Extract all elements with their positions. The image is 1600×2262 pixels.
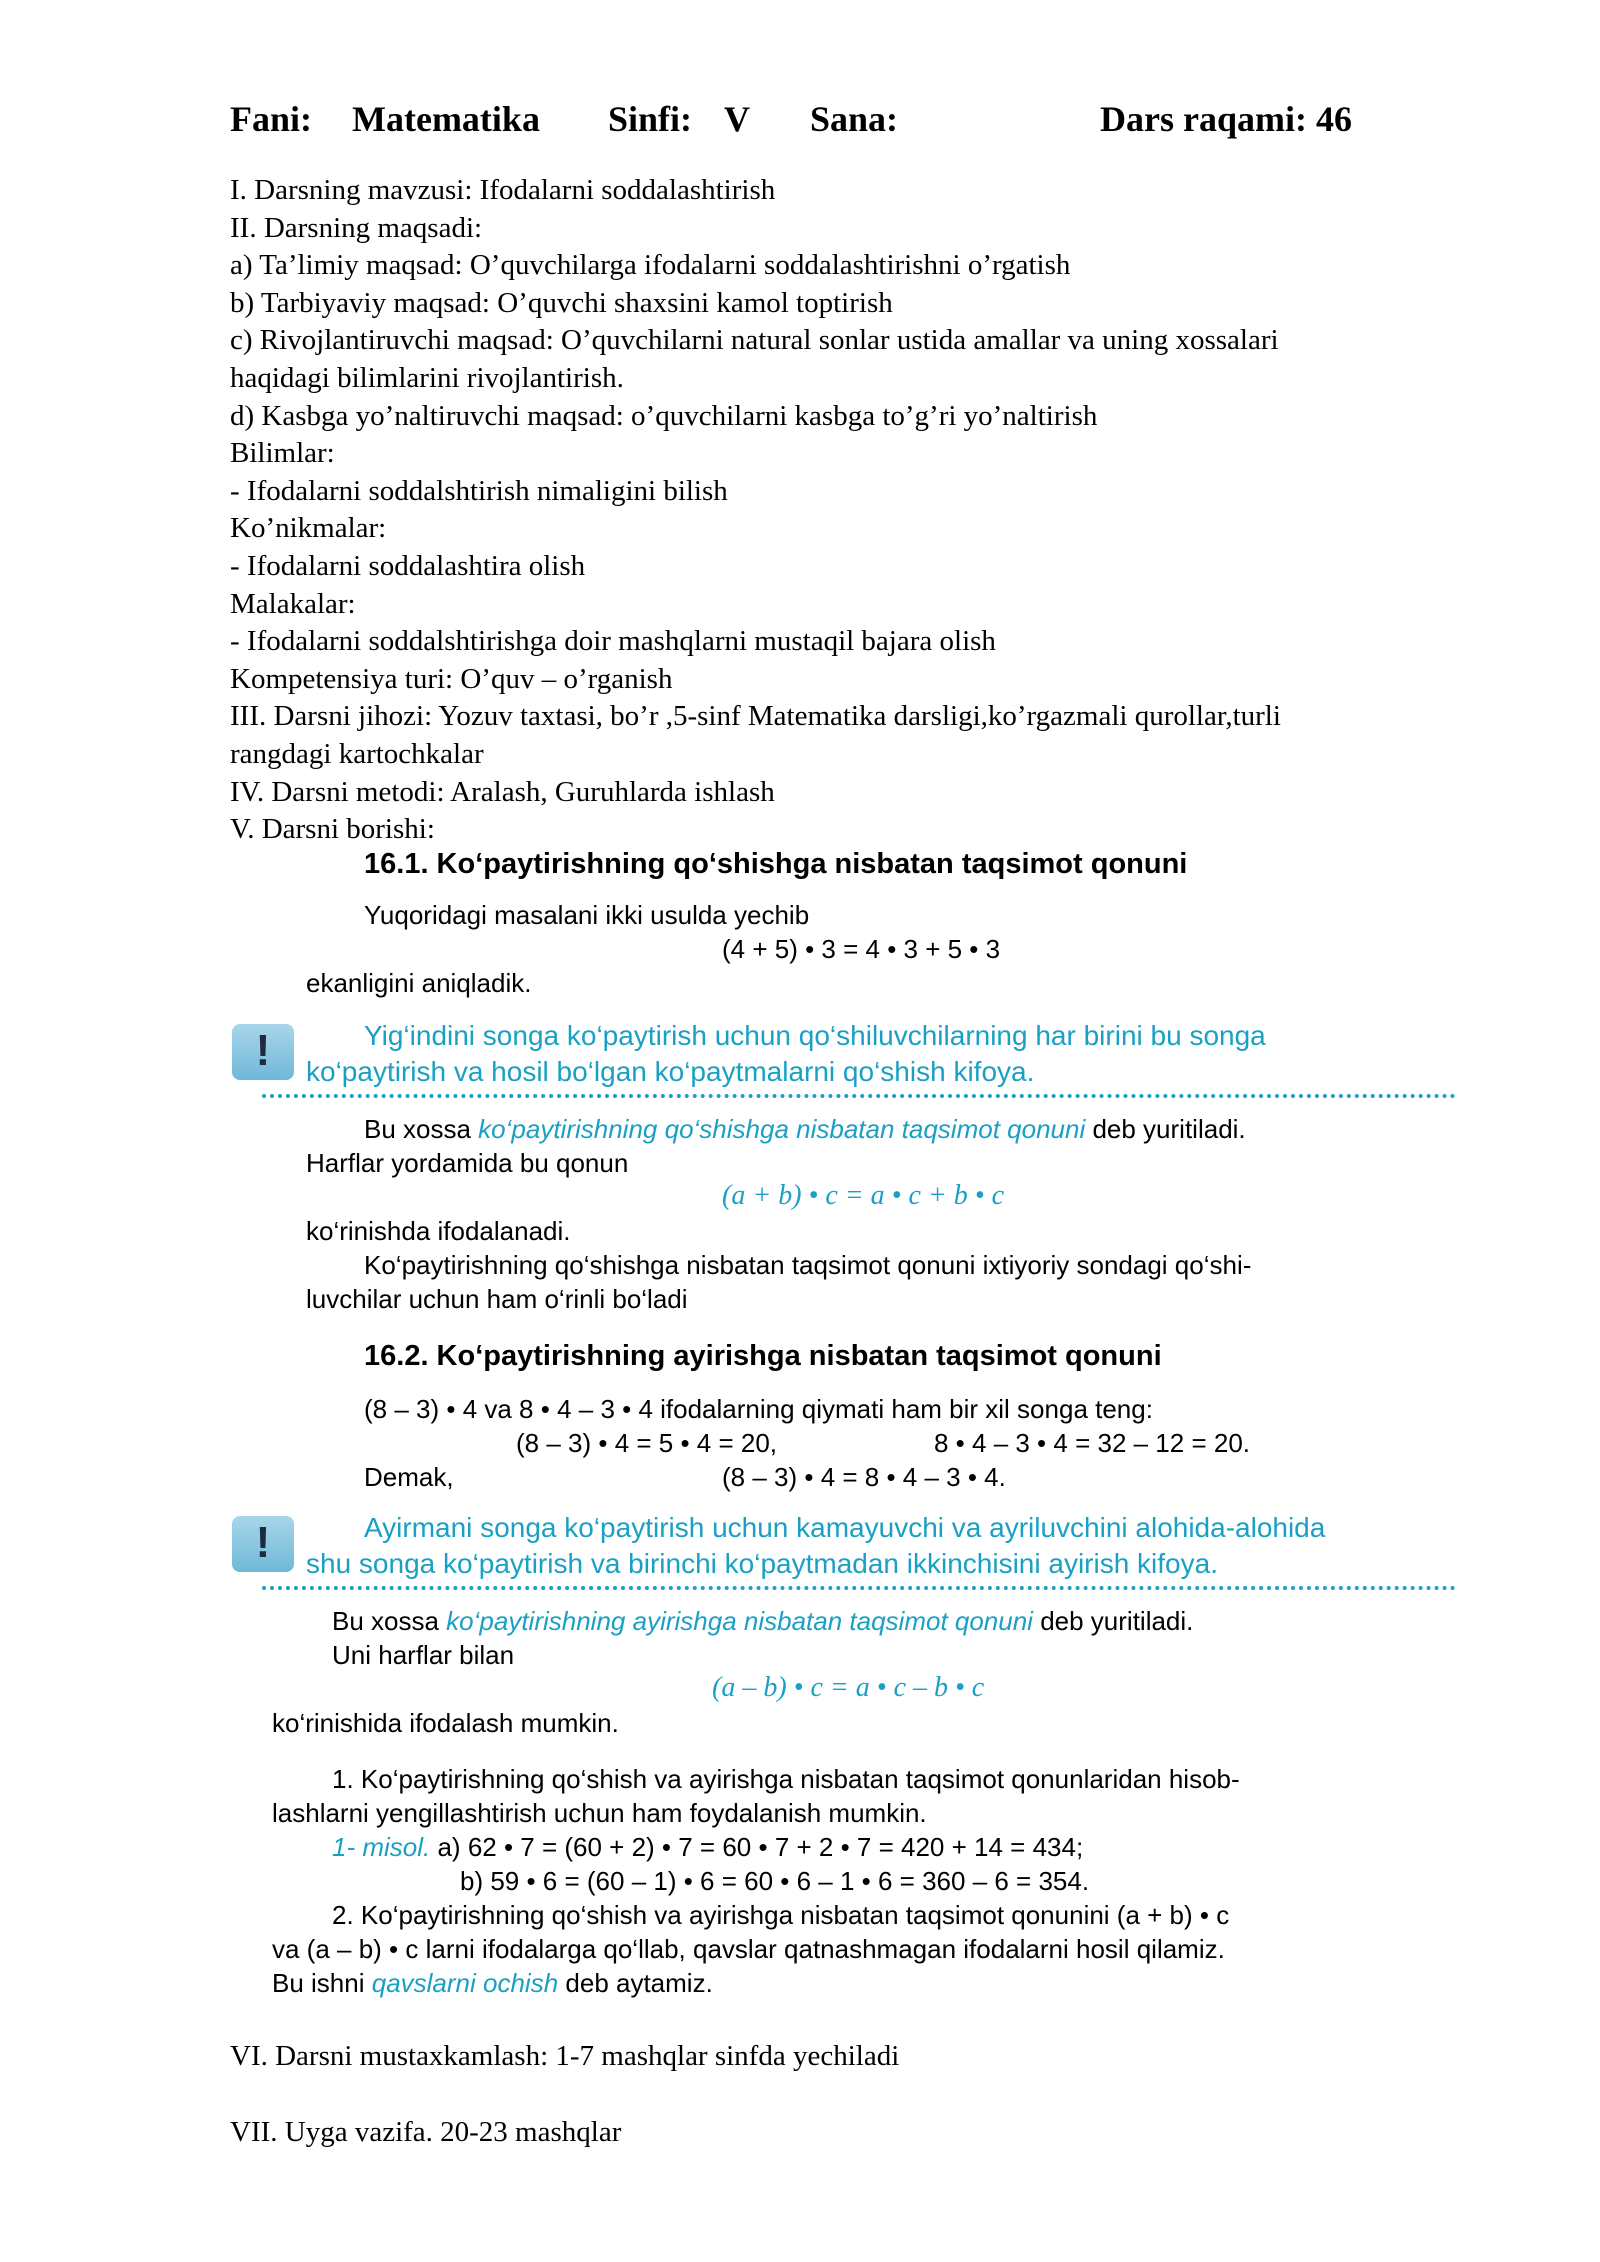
s2-rule-line1: Ayirmani songa ko‘paytirish uchun kamayuvchi va ayriluvchini alohida-alohida [364, 1512, 1326, 1543]
note2-text-end: deb aytamiz. [558, 1968, 713, 1998]
section-16-1-title: 16.1. Ko‘paytirishning qo‘shishga nisbatan taqsimot qonuni [364, 848, 1188, 880]
s1-property-text-end: deb yuritiladi. [1085, 1114, 1246, 1144]
plan-line: a) Ta’limiy maqsad: O’quvchilarga ifodalarni soddalashtirishni o’rgatish [230, 249, 1071, 282]
example-line-b: b) 59 • 6 = (60 – 1) • 6 = 60 • 6 – 1 • 6 = 360 – 6 = 354. [460, 1866, 1090, 1896]
plan-line: Malakalar: [230, 587, 356, 620]
plan-line: III. Darsni jihozi: Yozuv taxtasi, bo’r ,5-sinf Matematika darsligi,ko’rgazmali qurollar,turli [230, 700, 1281, 733]
lesson-number: Dars raqami: 46 [1100, 99, 1352, 139]
s1-equation: (4 + 5) • 3 = 4 • 3 + 5 • 3 [722, 934, 1001, 964]
plan-line: IV. Darsni metodi: Aralash, Guruhlarda ishlash [230, 775, 775, 808]
note2-line1: 2. Ko‘paytirishning qo‘shish va ayirishga nisbatan taqsimot qonunini (a + b) • c [332, 1900, 1230, 1930]
plan-line: - Ifodalarni soddalshtirishga doir mashqlarni mustaqil bajara olish [230, 625, 996, 658]
exclamation-badge-icon: ! [232, 1024, 294, 1080]
s2-property-line [332, 1604, 1193, 1638]
s2-property-term: ko‘paytirishning ayirishga nisbatan taqsimot qonuni [446, 1606, 1033, 1636]
s2-form-line: ko‘rinishida ifodalash mumkin. [272, 1708, 619, 1738]
s1-rule-line1: Yig‘indini songa ko‘paytirish uchun qo‘shiluvchilarning har birini bu songa [364, 1020, 1266, 1051]
example-line-a [332, 1830, 1083, 1864]
s1-form-line: ko‘rinishda ifodalanadi. [306, 1216, 571, 1246]
section-16-2-title: 16.2. Ko‘paytirishning ayirishga nisbatan taqsimot qonuni [364, 1340, 1162, 1372]
lesson-plan [230, 172, 1490, 849]
rule-divider [262, 1094, 1456, 1098]
plan-line: b) Tarbiyaviy maqsad: O’quvchi shaxsini kamol toptirish [230, 286, 893, 319]
s1-general-line2: luvchilar uchun ham o‘rinli bo‘ladi [306, 1284, 688, 1314]
s2-line1: (8 – 3) • 4 va 8 • 4 – 3 • 4 ifodalarning qiymati ham bir xil songa teng: [364, 1394, 1153, 1424]
note1-line2: lashlarni yengillashtirish uchun ham foydalanish mumkin. [272, 1798, 927, 1828]
example-a: a) 62 • 7 = (60 + 2) • 7 = 60 • 7 + 2 • 7 = 420 + 14 = 434; [430, 1832, 1084, 1862]
plan-line: V. Darsni borishi: [230, 813, 435, 846]
s2-line2b: 8 • 4 – 3 • 4 = 32 – 12 = 20. [934, 1428, 1250, 1458]
plan-line: Bilimlar: [230, 437, 335, 470]
plan-line: c) Rivojlantiruvchi maqsad: O’quvchilarni natural sonlar ustida amallar va uning xossalari [230, 324, 1279, 357]
plan-line: I. Darsning mavzusi: Ifodalarni soddalashtirish [230, 174, 776, 206]
note2-text: Bu ishni [272, 1968, 372, 1998]
s2-rule-line2: shu songa ko‘paytirish va birinchi ko‘paytmadan ikkinchisini ayirish kifoya. [306, 1548, 1218, 1579]
s1-intro: Yuqoridagi masalani ikki usulda yechib [364, 900, 810, 930]
subject-value: Matematika [352, 99, 540, 139]
date-label: Sana: [810, 99, 899, 139]
homework-line: VII. Uyga vazifa. 20-23 mashqlar [230, 2116, 622, 2148]
plan-line: rangdagi kartochkalar [230, 737, 484, 770]
reinforcement-line: VI. Darsni mustaxkamlash: 1-7 mashqlar sinfda yechiladi [230, 2040, 900, 2072]
note2-term: qavslarni ochish [371, 1968, 559, 1998]
s1-property-line [364, 1112, 1246, 1146]
s2-property-text: Bu xossa [332, 1606, 447, 1636]
s1-rule-line2: ko‘paytirish va hosil bo‘lgan ko‘paytmalarni qo‘shish kifoya. [306, 1056, 1035, 1087]
s1-formula: (a + b) • c = a • c + b • c [722, 1180, 1005, 1211]
s2-line2a: (8 – 3) • 4 = 5 • 4 = 20, [516, 1428, 778, 1458]
s2-line3a: Demak, [364, 1462, 454, 1492]
note2-line3 [272, 1966, 713, 2000]
plan-line: d) Kasbga yo’naltiruvchi maqsad: o’quvchilarni kasbga to’g’ri yo’naltirish [230, 399, 1098, 432]
plan-line: Kompetensiya turi: O’quv – o’rganish [230, 662, 673, 695]
grade-label: Sinfi: [608, 99, 693, 139]
s1-after: ekanligini aniqladik. [306, 968, 532, 998]
s1-property-text: Bu xossa [364, 1114, 479, 1144]
plan-line: II. Darsning maqsadi: [230, 211, 483, 244]
example-label: 1- misol. [332, 1832, 431, 1862]
plan-line: - Ifodalarni soddalashtira olish [230, 549, 586, 582]
grade-value: V [724, 99, 750, 139]
s2-formula: (a – b) • c = a • c – b • c [712, 1672, 985, 1703]
plan-line: Ko’nikmalar: [230, 512, 387, 545]
subject-label: Fani: [230, 99, 313, 139]
plan-line: haqidagi bilimlarini rivojlantirish. [230, 361, 624, 394]
s1-letters-line: Harflar yordamida bu qonun [306, 1148, 629, 1178]
s1-general-line1: Ko‘paytirishning qo‘shishga nisbatan taqsimot qonuni ixtiyoriy sondagi qo‘shi- [364, 1250, 1252, 1280]
s2-letters-line: Uni harflar bilan [332, 1640, 515, 1670]
s2-property-text-end: deb yuritiladi. [1032, 1606, 1194, 1636]
s2-line3b: (8 – 3) • 4 = 8 • 4 – 3 • 4. [722, 1462, 1006, 1492]
note2-line2: va (a – b) • c larni ifodalarga qo‘llab, qavslar qatnashmagan ifodalarni hosil qilamiz. [272, 1934, 1225, 1964]
rule-divider [262, 1586, 1456, 1590]
note1-line1: 1. Ko‘paytirishning qo‘shish va ayirishga nisbatan taqsimot qonunlaridan hisob- [332, 1764, 1240, 1794]
exclamation-badge-icon: ! [232, 1516, 294, 1572]
plan-line: - Ifodalarni soddalshtirish nimaligini bilish [230, 474, 728, 507]
s1-property-term: ko‘paytirishning qo‘shishga nisbatan taqsimot qonuni [478, 1114, 1086, 1144]
